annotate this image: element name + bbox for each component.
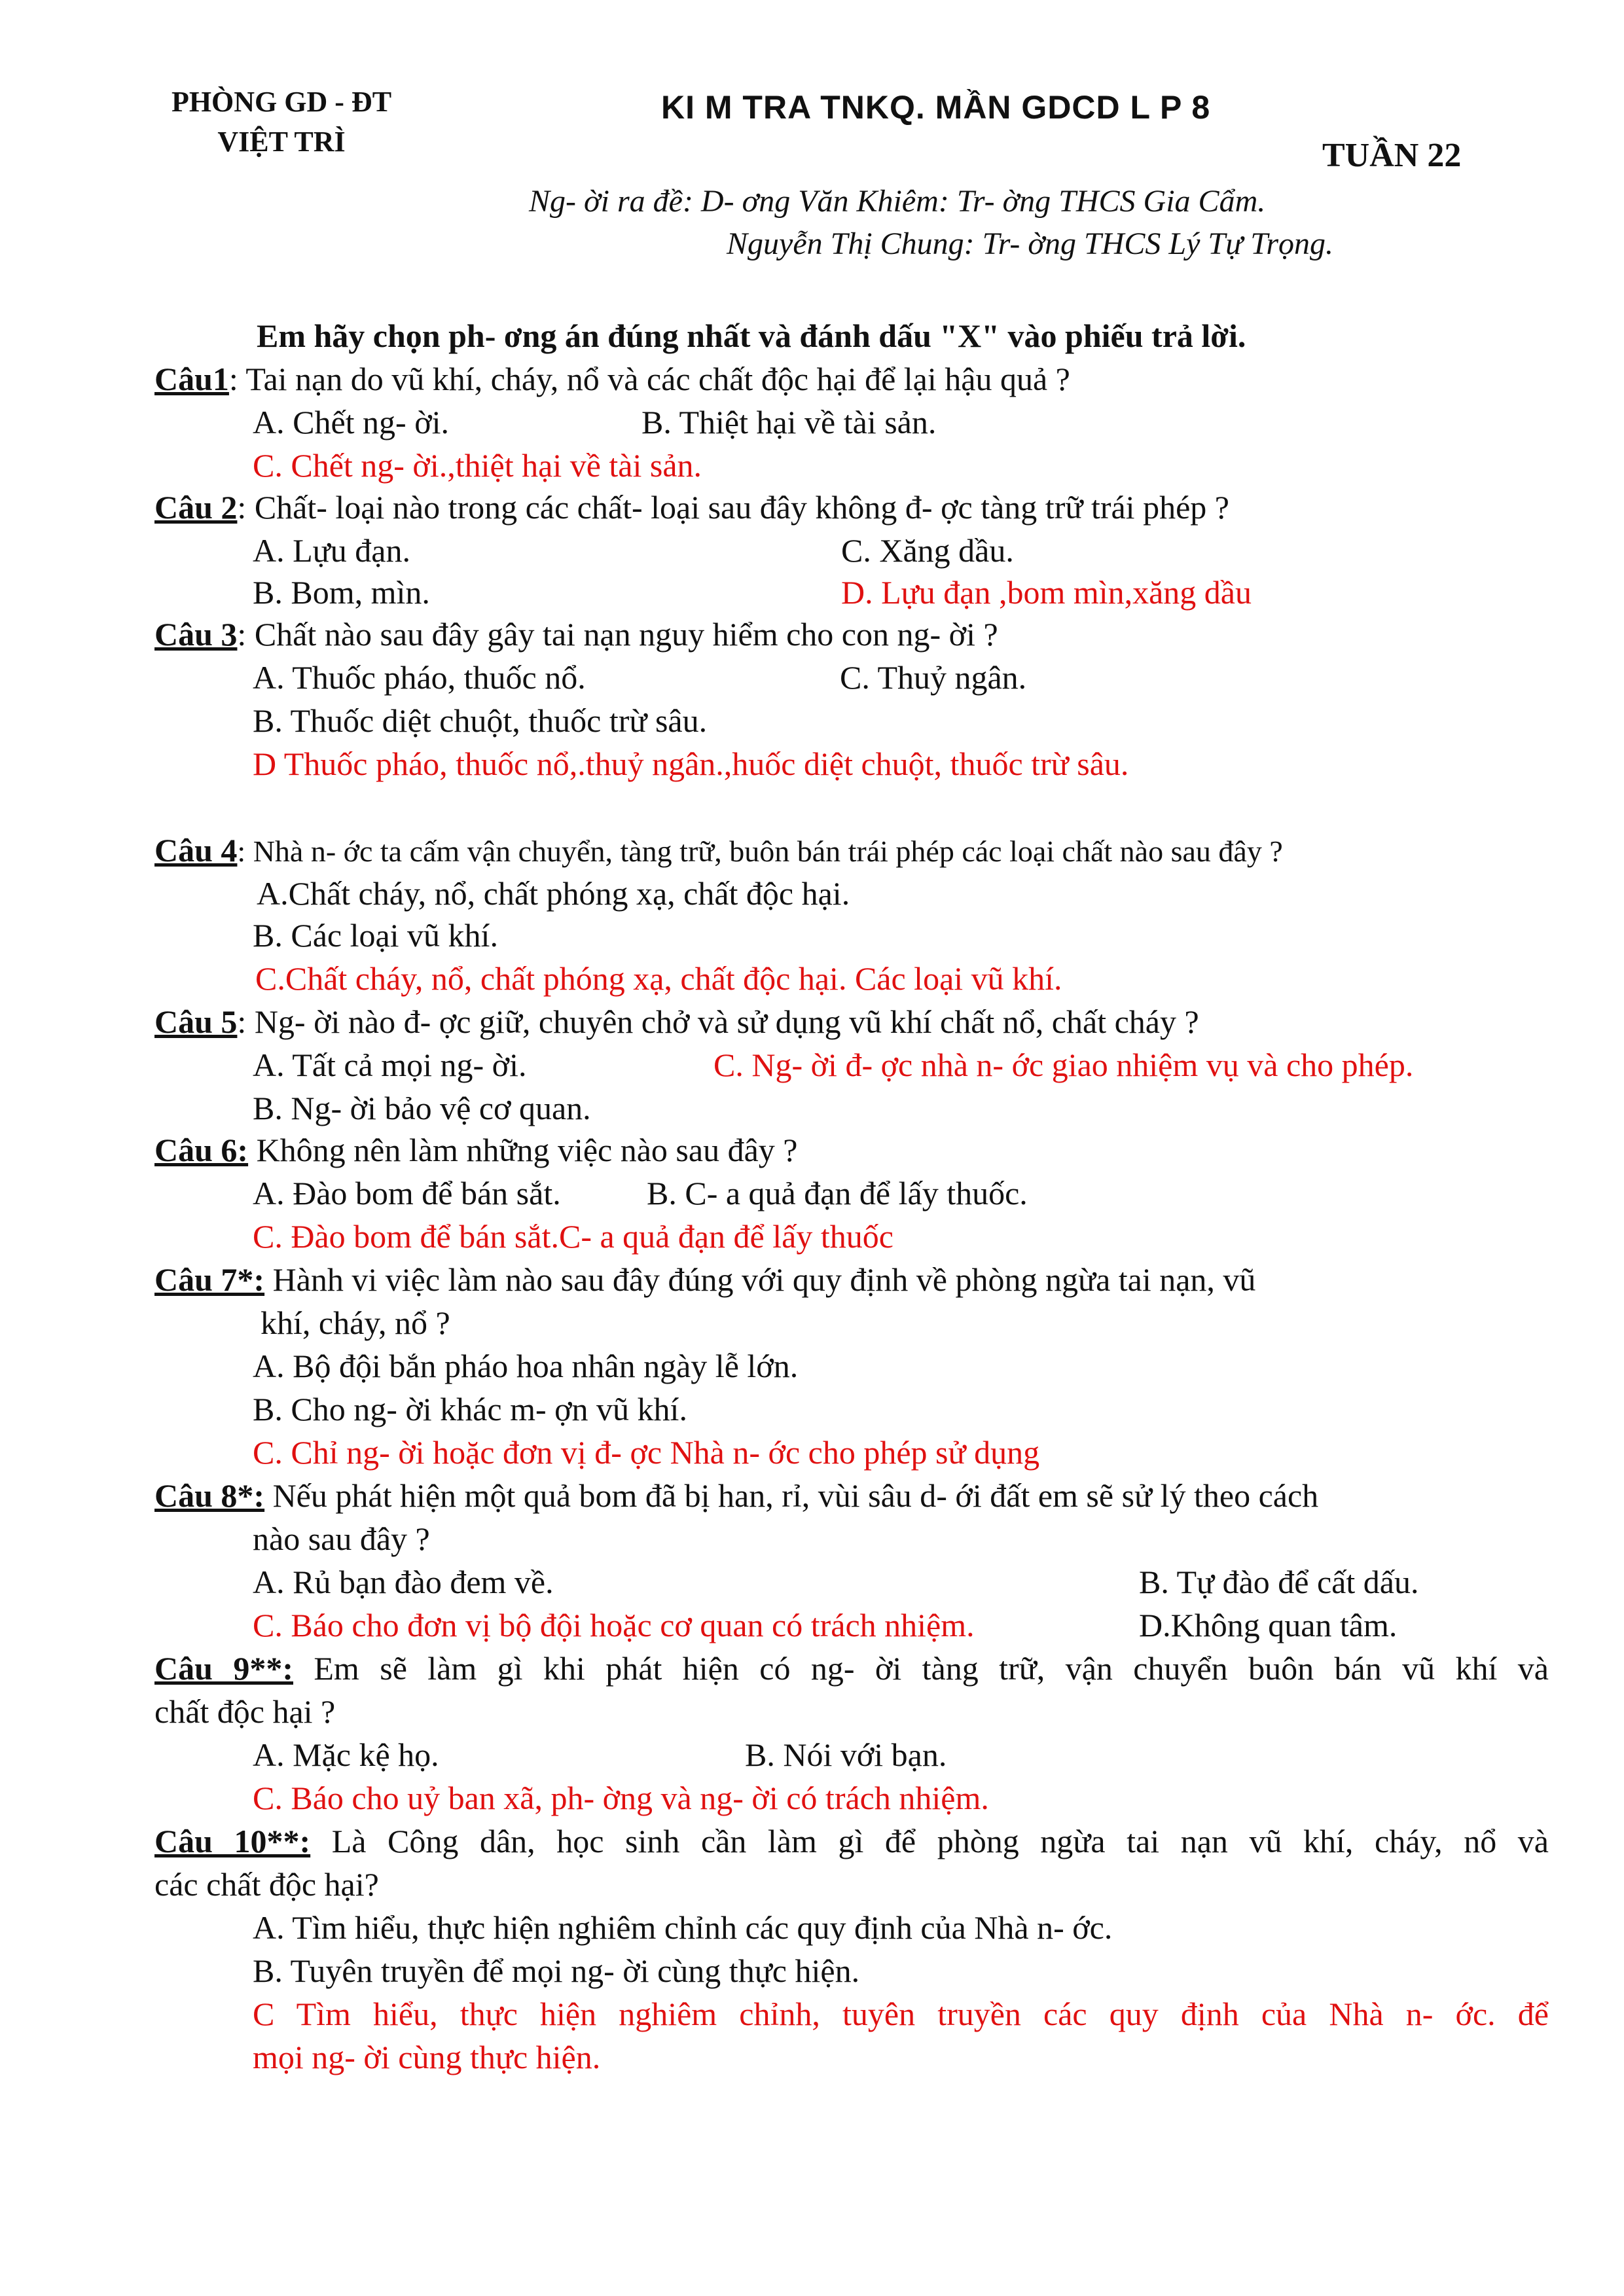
question-7 <box>154 1261 1255 1299</box>
answer-option-continued: mọi ng- ời cùng thực hiện. <box>253 2039 601 2075</box>
question-3 <box>154 615 998 653</box>
question-text: : Chất nào sau đây gây tai nạn nguy hiểm cho con ng- ời ? <box>237 616 998 653</box>
question-label: Câu 3 <box>154 616 238 653</box>
question-label: Câu 10**: <box>154 1823 311 1859</box>
option-a: A.Chất cháy, nổ, chất phóng xạ, chất độc hại. <box>257 875 850 912</box>
answer-option: C.Chất cháy, nổ, chất phóng xạ, chất độc hại. Các loại vũ khí. <box>255 960 1062 997</box>
question-1 <box>154 360 1070 398</box>
instruction: Em hãy chọn ph- ơng án đúng nhất và đánh dấu "X" vào phiếu trả lời. <box>257 317 1246 354</box>
author-line-1: Ng- ời ra đề: D- ơng Văn Khiêm: Tr- ờng THCS Gia Cẩm. <box>529 184 1266 219</box>
option-b: B. Ng- ời bảo vệ cơ quan. <box>253 1090 591 1126</box>
option-b: B. Cho ng- ời khác m- ợn vũ khí. <box>253 1391 687 1427</box>
question-8 <box>154 1477 1318 1515</box>
question-2 <box>154 488 1229 526</box>
option-d: D.Không quan tâm. <box>1139 1607 1398 1643</box>
question-text: : Nhà n- ớc ta cấm vận chuyển, tàng trữ, buôn bán trái phép các loại chất nào sau đây ? <box>237 834 1283 868</box>
question-label: Câu 5 <box>154 1003 238 1040</box>
department-name <box>157 85 406 158</box>
question-label: Câu 9**: <box>154 1650 293 1687</box>
question-label: Câu 4 <box>154 832 238 869</box>
option-a: A. Chết ng- ời. <box>253 404 450 440</box>
question-label: Câu 7*: <box>154 1261 265 1298</box>
question-text: Là Công dân, học sinh cần làm gì để phòng ngừa tai nạn vũ khí, cháy, nổ và <box>310 1823 1549 1859</box>
question-5 <box>154 1003 1199 1041</box>
question-4 <box>154 831 1283 869</box>
question-text: : Chất- loại nào trong các chất- loại sau đây không đ- ợc tàng trữ trái phép ? <box>237 489 1229 526</box>
option-b: B. Thiệt hại về tài sản. <box>641 404 937 440</box>
option-b: B. Thuốc diệt chuột, thuốc trừ sâu. <box>253 702 708 739</box>
option-a: A. Tìm hiểu, thực hiện nghiêm chỉnh các quy định của Nhà n- ớc. <box>253 1909 1113 1946</box>
question-label: Câu 8*: <box>154 1477 265 1514</box>
department-line-2: VIỆT TRÌ <box>217 126 346 158</box>
department-line-1: PHÒNG GD - ĐT <box>171 86 392 118</box>
option-a: A. Đào bom để bán sắt. <box>253 1175 561 1211</box>
option-a: A. Lựu đạn. <box>253 532 410 569</box>
question-text: Em sẽ làm gì khi phát hiện có ng- ời tàng trữ, vận chuyển buôn bán vũ khí và <box>293 1650 1549 1687</box>
question-text: Hành vi việc làm nào sau đây đúng với quy định về phòng ngừa tai nạn, vũ <box>264 1261 1256 1298</box>
page-title: KI M TRA TNKQ. MẦN GDCD L P 8 <box>661 89 1211 126</box>
week-label: TUẦN 22 <box>1322 137 1462 174</box>
question-text-continued: các chất độc hại? <box>154 1866 379 1903</box>
option-b: B. C- a quả đạn để lấy thuốc. <box>647 1175 1028 1211</box>
option-a: A. Tất cả mọi ng- ời. <box>253 1047 527 1083</box>
option-a: A. Thuốc pháo, thuốc nổ. <box>253 659 586 696</box>
option-a: A. Rủ bạn đào đem về. <box>253 1564 554 1600</box>
question-text-continued: nào sau đây ? <box>253 1520 430 1557</box>
question-text: Không nên làm những việc nào sau đây ? <box>248 1132 798 1168</box>
question-text-continued: chất độc hại ? <box>154 1693 336 1730</box>
option-c: C. Xăng dầu. <box>841 532 1014 569</box>
option-b: B. Bom, mìn. <box>253 574 430 611</box>
question-text: : Tai nạn do vũ khí, cháy, nổ và các chất độc hại để lại hậu quả ? <box>228 361 1070 397</box>
option-b: B. Các loại vũ khí. <box>253 917 498 954</box>
answer-option: C. Đào bom để bán sắt.C- a quả đạn để lấy thuốc <box>253 1218 893 1255</box>
question-text: : Ng- ời nào đ- ợc giữ, chuyên chở và sử dụng vũ khí chất nổ, chất cháy ? <box>237 1003 1199 1040</box>
answer-option: C. Báo cho uỷ ban xã, ph- ờng và ng- ời có trách nhiệm. <box>253 1780 989 1816</box>
answer-option: C Tìm hiểu, thực hiện nghiêm chỉnh, tuyên truyền các quy định của Nhà n- ớc. để <box>253 1996 1549 2032</box>
author-line-2: Nguyễn Thị Chung: Tr- ờng THCS Lý Tự Trọng. <box>727 226 1333 261</box>
question-label: Câu 6: <box>154 1132 249 1168</box>
question-text-continued: khí, cháy, nổ ? <box>261 1304 450 1341</box>
answer-option: C. Ng- ời đ- ợc nhà n- ớc giao nhiệm vụ và cho phép. <box>713 1047 1414 1083</box>
answer-option: D Thuốc pháo, thuốc nổ,.thuỷ ngân.,huốc diệt chuột, thuốc trừ sâu. <box>253 745 1129 782</box>
option-c: C. Thuỷ ngân. <box>840 659 1027 696</box>
question-9 <box>154 1649 1549 1687</box>
answer-option: C. Chết ng- ời.,thiệt hại về tài sản. <box>253 447 702 484</box>
option-b: B. Nói với bạn. <box>745 1736 947 1773</box>
option-a: A. Mặc kệ họ. <box>253 1736 439 1773</box>
question-10 <box>154 1822 1549 1860</box>
question-6 <box>154 1131 797 1169</box>
option-b: B. Tuyên truyền để mọi ng- ời cùng thực hiện. <box>253 1952 860 1989</box>
question-label: Câu1 <box>154 361 229 397</box>
option-b: B. Tự đào để cất dấu. <box>1139 1564 1419 1600</box>
answer-option: D. Lựu đạn ,bom mìn,xăng dầu <box>841 574 1252 611</box>
question-text: Nếu phát hiện một quả bom đã bị han, rỉ, vùi sâu d- ới đất em sẽ sử lý theo cách <box>264 1477 1319 1514</box>
answer-option: C. Báo cho đơn vị bộ đội hoặc cơ quan có trách nhiệm. <box>253 1607 975 1643</box>
option-a: A. Bộ đội bắn pháo hoa nhân ngày lễ lớn. <box>253 1348 799 1384</box>
answer-option: C. Chỉ ng- ời hoặc đơn vị đ- ợc Nhà n- ớc cho phép sử dụng <box>253 1434 1040 1471</box>
question-label: Câu 2 <box>154 489 238 526</box>
